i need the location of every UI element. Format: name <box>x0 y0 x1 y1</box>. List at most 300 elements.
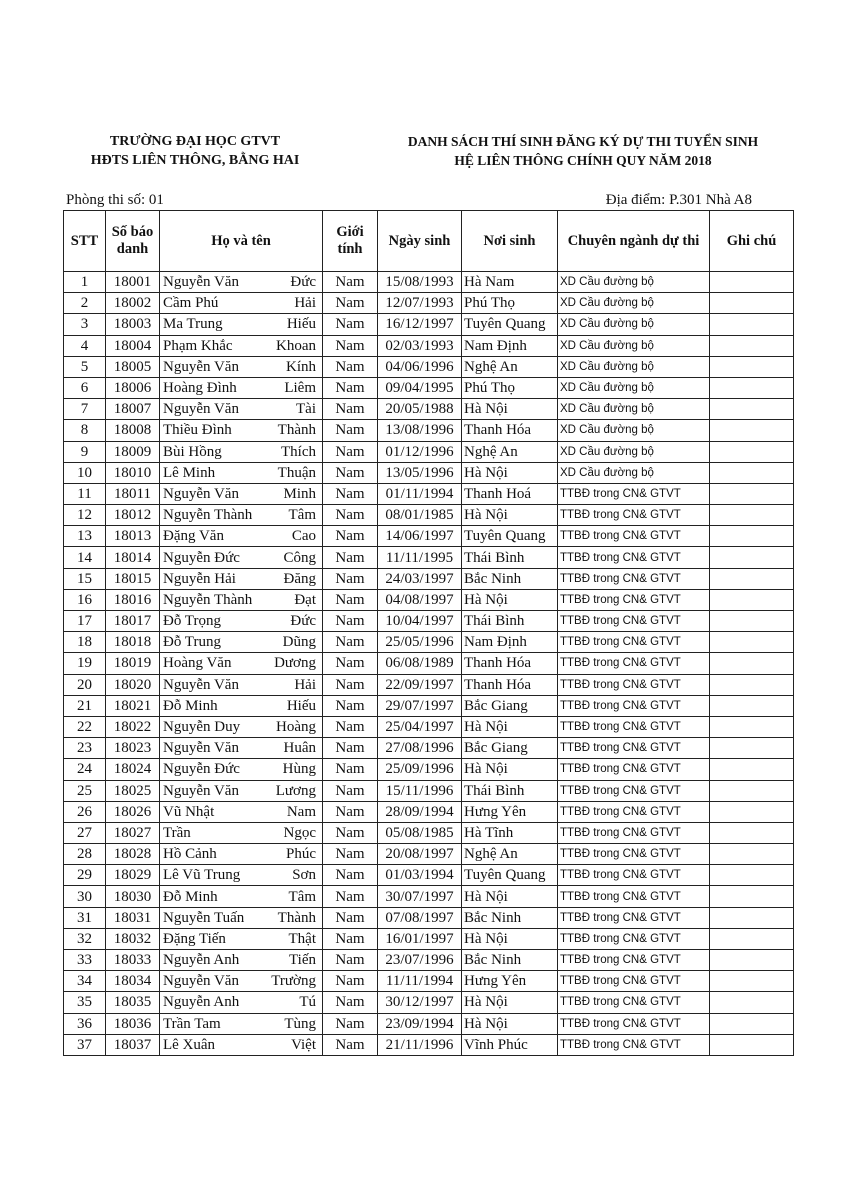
cell-candidate-number: 18005 <box>106 356 160 377</box>
cell-birth-place: Hà Nội <box>462 928 558 949</box>
cell-birth-date: 30/07/1997 <box>378 886 462 907</box>
cell-birth-date: 01/12/1996 <box>378 441 462 462</box>
cell-major: TTBĐ trong CN& GTVT <box>558 526 710 547</box>
cell-birth-place: Tuyên Quang <box>462 314 558 335</box>
cell-stt: 12 <box>64 505 106 526</box>
cell-major: XD Cầu đường bộ <box>558 420 710 441</box>
full-name <box>162 759 320 779</box>
given-name: Thành <box>277 909 316 926</box>
cell-candidate-number: 18027 <box>106 822 160 843</box>
cell-gender: Nam <box>323 801 378 822</box>
cell-note <box>710 695 794 716</box>
given-name: Đức <box>290 274 316 291</box>
cell-gender: Nam <box>323 674 378 695</box>
cell-birth-date: 07/08/1997 <box>378 907 462 928</box>
cell-note <box>710 674 794 695</box>
cell-stt: 26 <box>64 801 106 822</box>
cell-birth-date: 20/08/1997 <box>378 844 462 865</box>
family-middle-name: Vũ Nhật <box>163 803 215 820</box>
cell-candidate-number: 18001 <box>106 272 160 293</box>
family-middle-name: Đặng Tiến <box>163 930 226 947</box>
cell-note <box>710 971 794 992</box>
cell-major: TTBĐ trong CN& GTVT <box>558 632 710 653</box>
cell-gender: Nam <box>323 1013 378 1034</box>
full-name <box>162 929 320 949</box>
full-name <box>162 420 320 440</box>
full-name <box>162 696 320 716</box>
table-row <box>64 335 794 356</box>
cell-birth-place: Phú Thọ <box>462 293 558 314</box>
family-middle-name: Đỗ Trung <box>163 634 221 651</box>
family-middle-name: Nguyễn Anh <box>163 994 240 1011</box>
cell-birth-date: 28/09/1994 <box>378 801 462 822</box>
table-row <box>64 674 794 695</box>
cell-birth-place: Hưng Yên <box>462 971 558 992</box>
cell-candidate-number: 18006 <box>106 377 160 398</box>
family-middle-name: Nguyễn Văn <box>163 401 239 418</box>
cell-stt: 24 <box>64 759 106 780</box>
table-row <box>64 738 794 759</box>
full-name <box>162 463 320 483</box>
cell-birth-place: Thái Bình <box>462 780 558 801</box>
table-row <box>64 695 794 716</box>
table-row <box>64 611 794 632</box>
col-header-name: Họ và tên <box>160 211 323 272</box>
full-name <box>162 442 320 462</box>
table-row <box>64 399 794 420</box>
cell-gender: Nam <box>323 886 378 907</box>
given-name: Đức <box>290 613 316 630</box>
cell-candidate-number: 18003 <box>106 314 160 335</box>
cell-note <box>710 335 794 356</box>
full-name <box>162 971 320 991</box>
cell-birth-date: 21/11/1996 <box>378 1034 462 1055</box>
table-row <box>64 441 794 462</box>
cell-gender: Nam <box>323 759 378 780</box>
cell-full-name <box>160 1013 323 1034</box>
cell-major: TTBĐ trong CN& GTVT <box>558 505 710 526</box>
cell-gender: Nam <box>323 462 378 483</box>
cell-full-name <box>160 653 323 674</box>
full-name <box>162 802 320 822</box>
cell-note <box>710 483 794 504</box>
full-name <box>162 314 320 334</box>
table-row <box>64 1013 794 1034</box>
table-row <box>64 314 794 335</box>
cell-stt: 32 <box>64 928 106 949</box>
cell-major: XD Cầu đường bộ <box>558 272 710 293</box>
cell-note <box>710 950 794 971</box>
cell-full-name <box>160 865 323 886</box>
cell-birth-place: Nghệ An <box>462 356 558 377</box>
col-header-sex: Giới tính <box>323 211 378 272</box>
cell-major: XD Cầu đường bộ <box>558 314 710 335</box>
cell-note <box>710 568 794 589</box>
cell-birth-place: Hà Nội <box>462 992 558 1013</box>
given-name: Thuận <box>277 464 316 481</box>
cell-gender: Nam <box>323 907 378 928</box>
family-middle-name: Hoàng Đình <box>163 380 237 397</box>
given-name: Tâm <box>288 507 316 524</box>
cell-candidate-number: 18034 <box>106 971 160 992</box>
cell-major: XD Cầu đường bộ <box>558 293 710 314</box>
cell-major: TTBĐ trong CN& GTVT <box>558 992 710 1013</box>
cell-birth-place: Hà Nội <box>462 462 558 483</box>
given-name: Cao <box>291 528 316 545</box>
full-name <box>162 293 320 313</box>
cell-major: TTBĐ trong CN& GTVT <box>558 1034 710 1055</box>
cell-candidate-number: 18025 <box>106 780 160 801</box>
cell-note <box>710 801 794 822</box>
cell-gender: Nam <box>323 611 378 632</box>
table-row <box>64 420 794 441</box>
given-name: Tiến <box>289 952 316 969</box>
given-name: Thật <box>288 930 316 947</box>
given-name: Hoàng <box>276 719 316 736</box>
cell-birth-date: 04/08/1997 <box>378 589 462 610</box>
cell-birth-date: 23/09/1994 <box>378 1013 462 1034</box>
cell-candidate-number: 18026 <box>106 801 160 822</box>
family-middle-name: Trần <box>163 824 191 841</box>
cell-birth-date: 16/12/1997 <box>378 314 462 335</box>
table-row <box>64 971 794 992</box>
given-name: Hiếu <box>286 697 316 714</box>
cell-full-name <box>160 356 323 377</box>
col-header-major: Chuyên ngành dự thi <box>558 211 710 272</box>
cell-birth-place: Vĩnh Phúc <box>462 1034 558 1055</box>
table-row <box>64 505 794 526</box>
cell-gender: Nam <box>323 547 378 568</box>
cell-birth-place: Hà Nam <box>462 272 558 293</box>
given-name: Ngọc <box>283 824 316 841</box>
cell-full-name <box>160 1034 323 1055</box>
cell-full-name <box>160 483 323 504</box>
cell-full-name <box>160 886 323 907</box>
full-name <box>162 357 320 377</box>
cell-birth-date: 27/08/1996 <box>378 738 462 759</box>
col-header-note: Ghi chú <box>710 211 794 272</box>
cell-gender: Nam <box>323 716 378 737</box>
cell-full-name <box>160 632 323 653</box>
family-middle-name: Hồ Cảnh <box>163 846 217 863</box>
cell-gender: Nam <box>323 314 378 335</box>
cell-major: TTBĐ trong CN& GTVT <box>558 780 710 801</box>
cell-birth-date: 15/11/1996 <box>378 780 462 801</box>
cell-stt: 19 <box>64 653 106 674</box>
cell-full-name <box>160 928 323 949</box>
col-header-pob: Nơi sinh <box>462 211 558 272</box>
cell-candidate-number: 18016 <box>106 589 160 610</box>
family-middle-name: Trần Tam <box>163 1015 221 1032</box>
given-name: Hải <box>294 676 316 693</box>
table-row <box>64 716 794 737</box>
cell-gender: Nam <box>323 992 378 1013</box>
cell-birth-date: 02/03/1993 <box>378 335 462 356</box>
full-name <box>162 526 320 546</box>
family-middle-name: Lê Xuân <box>163 1036 216 1053</box>
given-name: Dũng <box>282 634 316 651</box>
cell-birth-date: 01/03/1994 <box>378 865 462 886</box>
family-middle-name: Đặng Văn <box>163 528 224 545</box>
family-middle-name: Lê Minh <box>163 464 216 481</box>
cell-major: TTBĐ trong CN& GTVT <box>558 1013 710 1034</box>
cell-gender: Nam <box>323 844 378 865</box>
cell-gender: Nam <box>323 780 378 801</box>
family-middle-name: Nguyễn Duy <box>163 719 241 736</box>
cell-birth-date: 13/05/1996 <box>378 462 462 483</box>
cell-candidate-number: 18036 <box>106 1013 160 1034</box>
cell-candidate-number: 18007 <box>106 399 160 420</box>
cell-note <box>710 505 794 526</box>
family-middle-name: Lê Vũ Trung <box>163 867 241 884</box>
cell-candidate-number: 18035 <box>106 992 160 1013</box>
cell-major: TTBĐ trong CN& GTVT <box>558 738 710 759</box>
cell-major: TTBĐ trong CN& GTVT <box>558 865 710 886</box>
cell-stt: 7 <box>64 399 106 420</box>
family-middle-name: Nguyễn Văn <box>163 973 239 990</box>
cell-birth-place: Hà Nội <box>462 1013 558 1034</box>
cell-birth-date: 11/11/1994 <box>378 971 462 992</box>
cell-major: TTBĐ trong CN& GTVT <box>558 674 710 695</box>
table-row <box>64 547 794 568</box>
full-name <box>162 378 320 398</box>
cell-gender: Nam <box>323 441 378 462</box>
given-name: Việt <box>291 1036 316 1053</box>
cell-major: XD Cầu đường bộ <box>558 399 710 420</box>
cell-note <box>710 738 794 759</box>
cell-birth-place: Hà Nội <box>462 886 558 907</box>
full-name <box>162 399 320 419</box>
full-name <box>162 505 320 525</box>
given-name: Dương <box>274 655 316 672</box>
full-name <box>162 548 320 568</box>
full-name <box>162 653 320 673</box>
cell-birth-date: 22/09/1997 <box>378 674 462 695</box>
family-middle-name: Cầm Phú <box>163 295 219 312</box>
cell-major: XD Cầu đường bộ <box>558 377 710 398</box>
given-name: Đạt <box>294 591 316 608</box>
cell-note <box>710 822 794 843</box>
cell-candidate-number: 18021 <box>106 695 160 716</box>
full-name <box>162 844 320 864</box>
document-title <box>368 132 798 170</box>
cell-birth-date: 11/11/1995 <box>378 547 462 568</box>
cell-birth-place: Thanh Hoá <box>462 483 558 504</box>
cell-candidate-number: 18017 <box>106 611 160 632</box>
family-middle-name: Nguyễn Văn <box>163 782 239 799</box>
cell-gender: Nam <box>323 928 378 949</box>
cell-stt: 22 <box>64 716 106 737</box>
cell-birth-place: Bắc Giang <box>462 695 558 716</box>
cell-birth-place: Bắc Giang <box>462 738 558 759</box>
cell-stt: 31 <box>64 907 106 928</box>
family-middle-name: Ma Trung <box>163 316 223 333</box>
family-middle-name: Nguyễn Văn <box>163 485 239 502</box>
given-name: Tùng <box>284 1015 316 1032</box>
full-name <box>162 992 320 1012</box>
given-name: Tú <box>299 994 316 1011</box>
cell-birth-date: 14/06/1997 <box>378 526 462 547</box>
cell-full-name <box>160 589 323 610</box>
full-name <box>162 781 320 801</box>
table-header-row <box>64 211 794 272</box>
given-name: Tâm <box>288 888 316 905</box>
cell-stt: 8 <box>64 420 106 441</box>
cell-note <box>710 1013 794 1034</box>
cell-stt: 13 <box>64 526 106 547</box>
title-line-1: DANH SÁCH THÍ SINH ĐĂNG KÝ DỰ THI TUYỂN SINH <box>407 134 759 149</box>
cell-gender: Nam <box>323 589 378 610</box>
cell-major: XD Cầu đường bộ <box>558 462 710 483</box>
cell-full-name <box>160 844 323 865</box>
cell-candidate-number: 18031 <box>106 907 160 928</box>
full-name <box>162 675 320 695</box>
cell-gender: Nam <box>323 568 378 589</box>
family-middle-name: Đỗ Minh <box>163 888 218 905</box>
cell-gender: Nam <box>323 865 378 886</box>
cell-candidate-number: 18013 <box>106 526 160 547</box>
full-name <box>162 908 320 928</box>
cell-gender: Nam <box>323 272 378 293</box>
cell-full-name <box>160 272 323 293</box>
cell-stt: 6 <box>64 377 106 398</box>
cell-gender: Nam <box>323 653 378 674</box>
table-row <box>64 293 794 314</box>
cell-major: TTBĐ trong CN& GTVT <box>558 716 710 737</box>
family-middle-name: Nguyễn Văn <box>163 274 239 291</box>
table-body <box>64 272 794 1056</box>
cell-gender: Nam <box>323 505 378 526</box>
full-name <box>162 887 320 907</box>
full-name <box>162 632 320 652</box>
cell-major: TTBĐ trong CN& GTVT <box>558 907 710 928</box>
cell-birth-place: Thái Bình <box>462 611 558 632</box>
cell-candidate-number: 18015 <box>106 568 160 589</box>
full-name <box>162 1035 320 1055</box>
full-name <box>162 590 320 610</box>
col-header-stt: STT <box>64 211 106 272</box>
cell-gender: Nam <box>323 420 378 441</box>
cell-major: TTBĐ trong CN& GTVT <box>558 483 710 504</box>
full-name <box>162 950 320 970</box>
table-row <box>64 653 794 674</box>
cell-full-name <box>160 971 323 992</box>
candidate-table <box>63 210 794 1056</box>
cell-full-name <box>160 695 323 716</box>
cell-gender: Nam <box>323 377 378 398</box>
cell-full-name <box>160 441 323 462</box>
cell-birth-place: Thái Bình <box>462 547 558 568</box>
table-row <box>64 632 794 653</box>
cell-stt: 30 <box>64 886 106 907</box>
cell-candidate-number: 18033 <box>106 950 160 971</box>
cell-birth-place: Nam Định <box>462 335 558 356</box>
cell-stt: 17 <box>64 611 106 632</box>
cell-candidate-number: 18011 <box>106 483 160 504</box>
given-name: Hùng <box>282 761 316 778</box>
cell-note <box>710 589 794 610</box>
cell-birth-date: 16/01/1997 <box>378 928 462 949</box>
cell-stt: 36 <box>64 1013 106 1034</box>
cell-stt: 10 <box>64 462 106 483</box>
cell-full-name <box>160 526 323 547</box>
cell-note <box>710 907 794 928</box>
cell-full-name <box>160 950 323 971</box>
cell-birth-place: Thanh Hóa <box>462 674 558 695</box>
cell-note <box>710 377 794 398</box>
cell-birth-place: Tuyên Quang <box>462 526 558 547</box>
cell-note <box>710 653 794 674</box>
cell-note <box>710 928 794 949</box>
cell-stt: 3 <box>64 314 106 335</box>
cell-birth-date: 06/08/1989 <box>378 653 462 674</box>
cell-stt: 28 <box>64 844 106 865</box>
cell-birth-place: Hà Nội <box>462 505 558 526</box>
table-row <box>64 589 794 610</box>
cell-birth-place: Nghệ An <box>462 441 558 462</box>
cell-note <box>710 992 794 1013</box>
cell-gender: Nam <box>323 1034 378 1055</box>
cell-candidate-number: 18032 <box>106 928 160 949</box>
table-row <box>64 272 794 293</box>
cell-stt: 4 <box>64 335 106 356</box>
cell-major: TTBĐ trong CN& GTVT <box>558 801 710 822</box>
cell-gender: Nam <box>323 483 378 504</box>
cell-full-name <box>160 568 323 589</box>
cell-stt: 5 <box>64 356 106 377</box>
family-middle-name: Hoàng Văn <box>163 655 232 672</box>
given-name: Thích <box>281 443 316 460</box>
cell-stt: 11 <box>64 483 106 504</box>
cell-birth-date: 23/07/1996 <box>378 950 462 971</box>
given-name: Đăng <box>283 570 316 587</box>
cell-full-name <box>160 738 323 759</box>
cell-note <box>710 844 794 865</box>
exam-location-label: Địa điểm: P.301 Nhà A8 <box>605 192 752 208</box>
full-name <box>162 336 320 356</box>
cell-full-name <box>160 293 323 314</box>
cell-birth-place: Thanh Hóa <box>462 653 558 674</box>
cell-stt: 37 <box>64 1034 106 1055</box>
table-row <box>64 801 794 822</box>
full-name <box>162 484 320 504</box>
cell-candidate-number: 18009 <box>106 441 160 462</box>
family-middle-name: Thiều Đình <box>163 422 232 439</box>
cell-birth-date: 04/06/1996 <box>378 356 462 377</box>
cell-full-name <box>160 505 323 526</box>
family-middle-name: Nguyễn Đức <box>163 549 240 566</box>
cell-candidate-number: 18004 <box>106 335 160 356</box>
cell-candidate-number: 18029 <box>106 865 160 886</box>
cell-birth-place: Phú Thọ <box>462 377 558 398</box>
cell-full-name <box>160 314 323 335</box>
cell-gender: Nam <box>323 356 378 377</box>
table-row <box>64 377 794 398</box>
cell-full-name <box>160 547 323 568</box>
cell-birth-place: Hà Nội <box>462 399 558 420</box>
table-row <box>64 822 794 843</box>
full-name <box>162 738 320 758</box>
cell-gender: Nam <box>323 632 378 653</box>
cell-major: TTBĐ trong CN& GTVT <box>558 928 710 949</box>
cell-stt: 35 <box>64 992 106 1013</box>
cell-gender: Nam <box>323 950 378 971</box>
full-name <box>162 717 320 737</box>
cell-full-name <box>160 716 323 737</box>
title-line-2: HỆ LIÊN THÔNG CHÍNH QUY NĂM 2018 <box>454 153 712 168</box>
table-row <box>64 462 794 483</box>
cell-stt: 16 <box>64 589 106 610</box>
